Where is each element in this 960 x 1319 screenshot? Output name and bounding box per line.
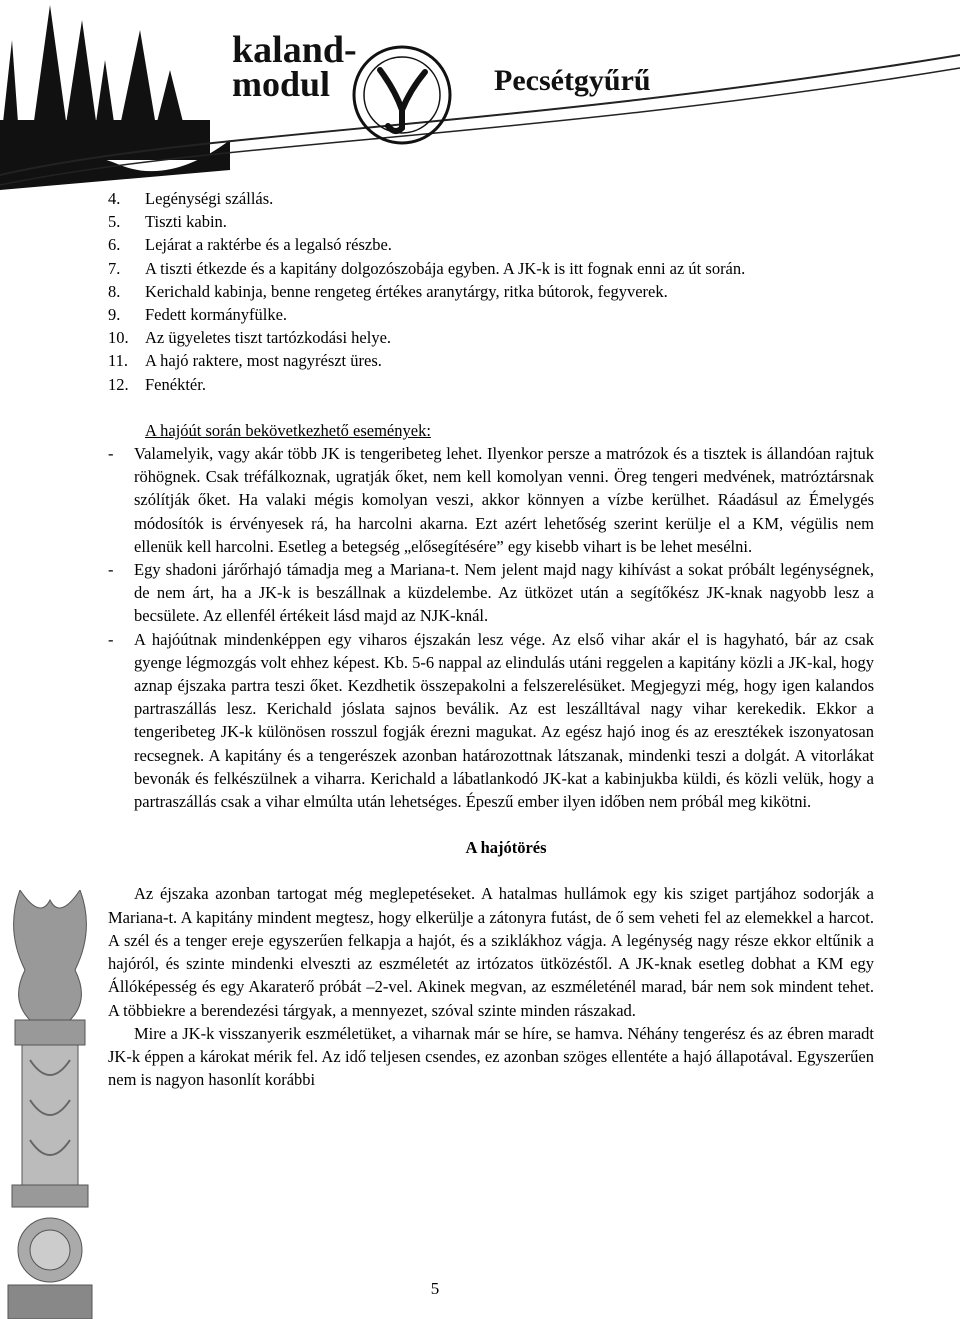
logo-line2: modul (232, 64, 331, 104)
list-item: - Valamelyik, vagy akár több JK is tengeribeteg lehet. Ilyenkor persze a matrózok és a tisztek is állandóan rajtuk röhögnek. Csak tréfálkoznak, ugratják őket, nem kell komolyan venni. Öreg tengeri medvének, matróztársnak szólítják őket. Ha valaki mégis komolyan veszi, akkor könnyen a vízbe kerülhet. Ráadásul az Émelygés módosítók is érvényesek rá, ha harcolni akarna. Ezt azért lehetőség szerint kerülje el a KM, végülis nem ellenük kell harcolni. Esetleg a betegség „elősegítésére” egy kisebb vihart is be lehet mesélni. (108, 444, 874, 556)
list-item: 9. Fedett kormányfülke. (108, 305, 288, 325)
list-item: - Egy shadoni járőrhajó támadja meg a Mariana-t. Nem jelent majd nagy kihívást a sokat próbált legénységnek, de nem árt, ha a JK-k is beszállnak a küzdelembe. Az ütközet után a segítőkész JK-knak nagyobb lesz a becsülete. Az ellenfél értékeit lásd majd az NJK-knál. (108, 560, 874, 626)
page-number: 5 (430, 1279, 440, 1298)
room-list (108, 187, 874, 396)
emblem-icon (354, 47, 450, 143)
paragraph: Mire a JK-k visszanyerik eszméletüket, a viharnak már se híre, se hamva. Néhány tengerész és az ébren maradt JK-k éppen a károkat mérik fel. Az idő teljesen csendes, ez azonban szöges ellentéte a hajó állapotával. Egyszerűen nem is nagyon hasonlít korábbi (108, 1023, 874, 1090)
list-item: 4. Legénységi szállás. (108, 189, 274, 208)
paragraph: Az éjszaka azonban tartogat még meglepetéseket. A hatalmas hullámok egy kis sziget partjához sodorják a Mariana-t. A kapitány mindent megtesz, hogy elkerülje a zátonyra futást, de ő sem veheti fel az elemekkel a harcot. A szél és a tenger ereje egyszerűen felkapja a hajót, és a sziklákhoz vágja. A legénység nagy része ekkor eltűnik a hajóról, és szinte mindenki elveszti az eszméletét az irtózatos ütközéstől. A JK-knak esetleg dobhat a KM egy Állóképesség és egy Akaraterő próbát –2-vel. Akinek megvan, az eszméleténél marad, bár nem sok mindent tehet. A többiekre a berendezési tárgyak, a mennyezet, szóval szinte minden rászakad. (108, 884, 874, 1020)
list-item: 12. Fenéktér. (108, 374, 206, 394)
event-list (108, 442, 874, 813)
list-item: 8. Kerichald kabinja, benne rengeteg értékes aranytárgy, ritka bútorok, fegyverek. (108, 281, 668, 301)
logo-line1: kaland- (232, 29, 357, 71)
header-banner (0, 0, 960, 190)
events-heading: A hajóút során bekövetkezhető események: (145, 420, 431, 440)
list-item: 7. A tiszti étkezde és a kapitány dolgozószobája egyben. A JK-k is itt fognak enni az út során. (108, 258, 746, 278)
list-item: - A hajóútnak mindenképpen egy viharos éjszakán lesz vége. Az első vihar akár el is hagyható, bár az csak gyenge légmozgás volt ehhez képest. Kb. 5-6 nappal az elindulás utáni reggelen a kapitány közli a JK-kal, hogy aznap éjszaka partra teszi őket. Kezdhetik összepakolni a felszerelésüket. Megjegyzi még, hogy igen kalandos partraszállás lesz. Kerichald jóslata sajnos beválik. Az est leszálltával nagy vihar kerekedik. Ekkor a tengeribeteg JK-k különösen rosszul fogják érezni magukat. Az egész hajó inog és az eresztékek iszonyatosan recsegnek. A kapitány és a tengerészek azonban határozottnak látszanak, mindenki teszi a dolgát. A vitorlákat bevonák és felkészülnek a viharra. Kerichald a lábatlankodó JK-kat a kabinjukba küldi, és közli velük, hogy a partraszállás csak a vihar elmúlta után lehetséges. Épeszű ember ilyen időben nem próbál meg kikötni. (108, 629, 874, 812)
dash-bullet: - (108, 629, 114, 649)
dash-bullet: - (108, 444, 114, 464)
list-item: 11. A hajó raktere, most nagyrészt üres. (108, 351, 382, 371)
dash-bullet: - (108, 560, 114, 580)
list-item: 10. Az ügyeletes tiszt tartózkodási helye. (108, 328, 392, 348)
side-ornament (0, 890, 100, 1319)
list-item: 5. Tiszti kabin. (108, 212, 227, 232)
page-content (108, 187, 874, 1091)
series-title: Pecsétgyűrű (494, 64, 651, 97)
section-title: A hajótörés (465, 838, 547, 858)
castle-icon (0, 5, 230, 190)
list-item: 6. Lejárat a raktérbe és a legalsó részbe. (108, 235, 392, 255)
